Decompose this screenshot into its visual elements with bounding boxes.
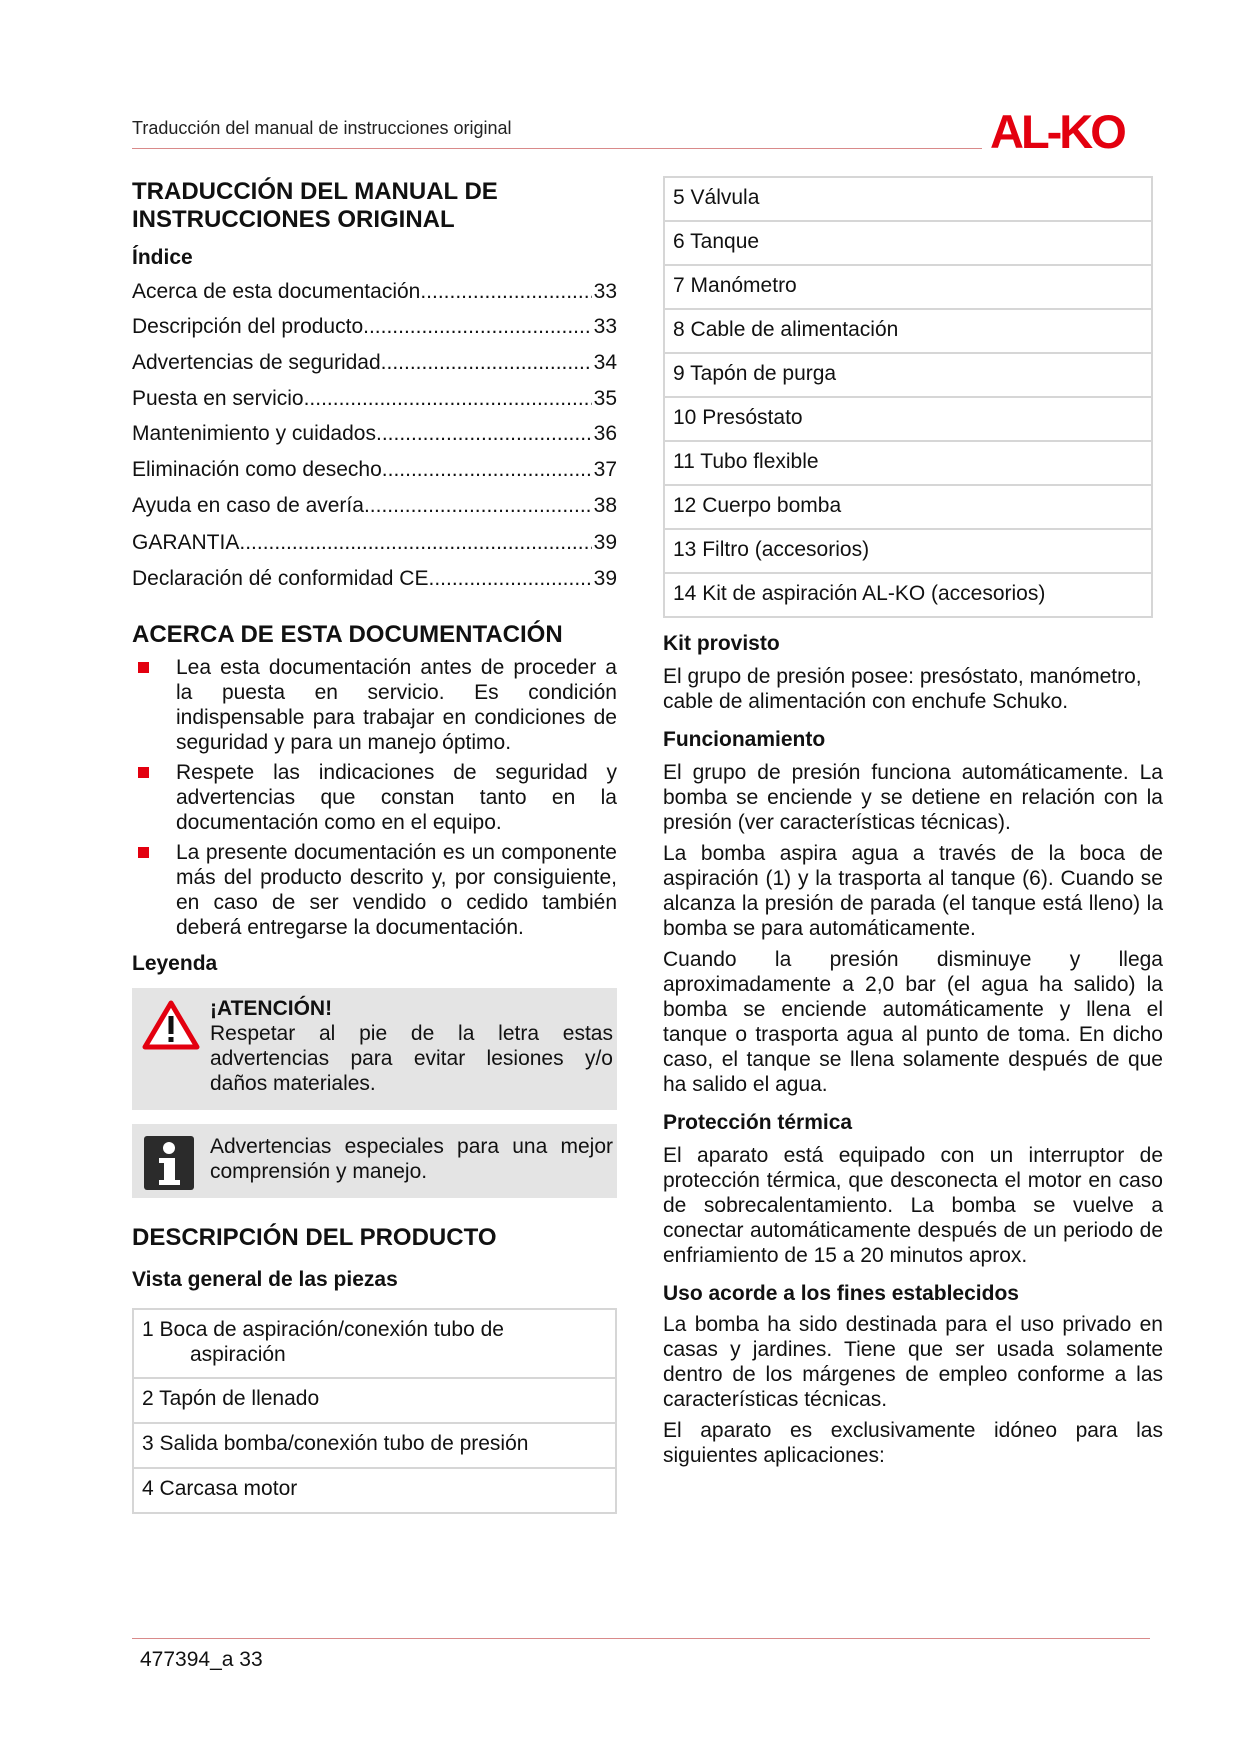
table-row: 8 Cable de alimentación: [665, 310, 1151, 354]
table-row: 6 Tanque: [665, 222, 1151, 266]
intended-use-paragraph: El aparato es exclusivamente idóneo para las siguientes aplicaciones:: [663, 1419, 1163, 1467]
toc-entry[interactable]: Advertencias de seguridad ..... 34: [132, 351, 617, 375]
info-text: Advertencias especiales para una mejor comprensión y manejo.: [210, 1135, 613, 1183]
about-heading: ACERCA DE ESTA DOCUMENTACIÓN: [132, 621, 563, 648]
page-title: TRADUCCIÓN DEL MANUAL DE INSTRUCCIONES ORIGINAL: [132, 178, 498, 233]
toc-entry[interactable]: Descripción del producto ..... 33: [132, 315, 617, 339]
toc-entry[interactable]: GARANTIA ..... 39: [132, 531, 617, 555]
footer-rule: [132, 1638, 1150, 1639]
parts-table-left: [132, 1308, 617, 1514]
function-paragraph: La bomba aspira agua a través de la boca de aspiración (1) y la trasporta al tanque (6). Cuando se alcanza la presión de parada (el tanque está lleno) la bomba se para automáticamente.: [663, 842, 1163, 940]
parts-table-right: [663, 176, 1153, 618]
product-heading: DESCRIPCIÓN DEL PRODUCTO: [132, 1224, 497, 1251]
list-item: Lea esta documentación antes de proceder a la puesta en servicio. Es condición indispensable para trabajar en condiciones de seguridad y para un manejo óptimo.: [132, 655, 617, 755]
table-row: 5 Válvula: [665, 178, 1151, 222]
table-row: 4 Carcasa motor: [142, 1477, 298, 1500]
toc-entry[interactable]: Declaración dé conformidad CE ..... 39: [132, 567, 617, 591]
table-row: 10 Presóstato: [665, 398, 1151, 442]
table-row: 9 Tapón de purga: [665, 354, 1151, 398]
attention-title: ¡ATENCIÓN!: [210, 997, 333, 1020]
kit-text: El grupo de presión posee: presóstato, manómetro, cable de alimentación con enchufe Schuko.: [663, 665, 1142, 713]
info-box: [132, 1124, 617, 1198]
table-of-contents: [132, 280, 617, 591]
bullet-square-icon: [138, 767, 149, 778]
table-row: 2 Tapón de llenado: [134, 1379, 615, 1424]
list-item: La presente documentación es un componente más del producto descrito y, por consiguiente, en caso de ser vendido o cedido también deberá entregarse la documentación.: [132, 840, 617, 940]
running-title: Traducción del manual de instrucciones original: [132, 118, 512, 138]
logo-text: AL-KO: [990, 108, 1124, 154]
table-row: 3 Salida bomba/conexión tubo de presión: [134, 1424, 615, 1469]
function-heading: Funcionamiento: [663, 728, 826, 751]
left-column: [132, 176, 617, 1514]
bullet-square-icon: [138, 662, 149, 673]
thermal-heading: Protección térmica: [663, 1111, 853, 1134]
warning-triangle-icon: [142, 1000, 200, 1050]
function-paragraph: El grupo de presión funciona automáticamente. La bomba se enciende y se detiene en relación con la presión (ver características técnicas).: [663, 761, 1163, 834]
parts-heading: Vista general de las piezas: [132, 1268, 398, 1291]
bullet-square-icon: [138, 847, 149, 858]
toc-entry[interactable]: Puesta en servicio ..... 35: [132, 387, 617, 411]
info-icon: [144, 1136, 194, 1190]
thermal-text: El aparato está equipado con un interruptor de protección térmica, que desconecta el motor en caso de sobrecalentamiento. La bomba se vuelve a conectar automáticamente después de un periodo de enfriamiento de 15 a 20 minutos aprox.: [663, 1144, 1163, 1267]
table-row: 11 Tubo flexible: [665, 442, 1151, 486]
table-row: 13 Filtro (accesorios): [665, 530, 1151, 574]
list-item: Respete las indicaciones de seguridad y advertencias que constan tanto en la documentación como en el equipo.: [132, 760, 617, 835]
intended-use-heading: Uso acorde a los fines establecidos: [663, 1282, 1019, 1305]
alko-logo: [990, 108, 1150, 154]
toc-entry[interactable]: Eliminación como desecho ..... 37: [132, 458, 617, 482]
toc-entry[interactable]: Ayuda en caso de avería ..... 38: [132, 494, 617, 518]
index-heading: Índice: [132, 246, 193, 269]
legend-heading: Leyenda: [132, 952, 218, 975]
toc-entry[interactable]: Acerca de esta documentación ..... 33: [132, 280, 617, 304]
attention-box: [132, 988, 617, 1110]
page-number: 477394_a 33: [140, 1648, 263, 1671]
header-rule: [132, 148, 982, 149]
function-paragraph: Cuando la presión disminuye y llega aproximadamente a 2,0 bar (el agua ha salido) la bomba se enciende automáticamente y llena el tanque o trasporta agua al punto de toma. En dicho caso, el tanque se llena solamente después de que ha salido el agua.: [663, 948, 1163, 1096]
kit-heading: Kit provisto: [663, 632, 780, 655]
intended-use-paragraph: La bomba ha sido destinada para el uso privado en casas y jardines. Tiene que ser usada solamente dentro de los márgenes de empleo conforme a las características técnicas.: [663, 1313, 1163, 1411]
table-row: 14 Kit de aspiración AL-KO (accesorios): [673, 582, 1046, 605]
attention-text: Respetar al pie de la letra estas advertencias para evitar lesiones y/o daños materiales.: [210, 1022, 613, 1095]
table-row: 7 Manómetro: [665, 266, 1151, 310]
about-bullet-list: [132, 655, 617, 940]
toc-entry[interactable]: Mantenimiento y cuidados ..... 36: [132, 422, 617, 446]
right-column: [663, 176, 1163, 1468]
table-row: 1 Boca de aspiración/conexión tubo de aspiración: [134, 1310, 615, 1379]
table-row: 12 Cuerpo bomba: [665, 486, 1151, 530]
